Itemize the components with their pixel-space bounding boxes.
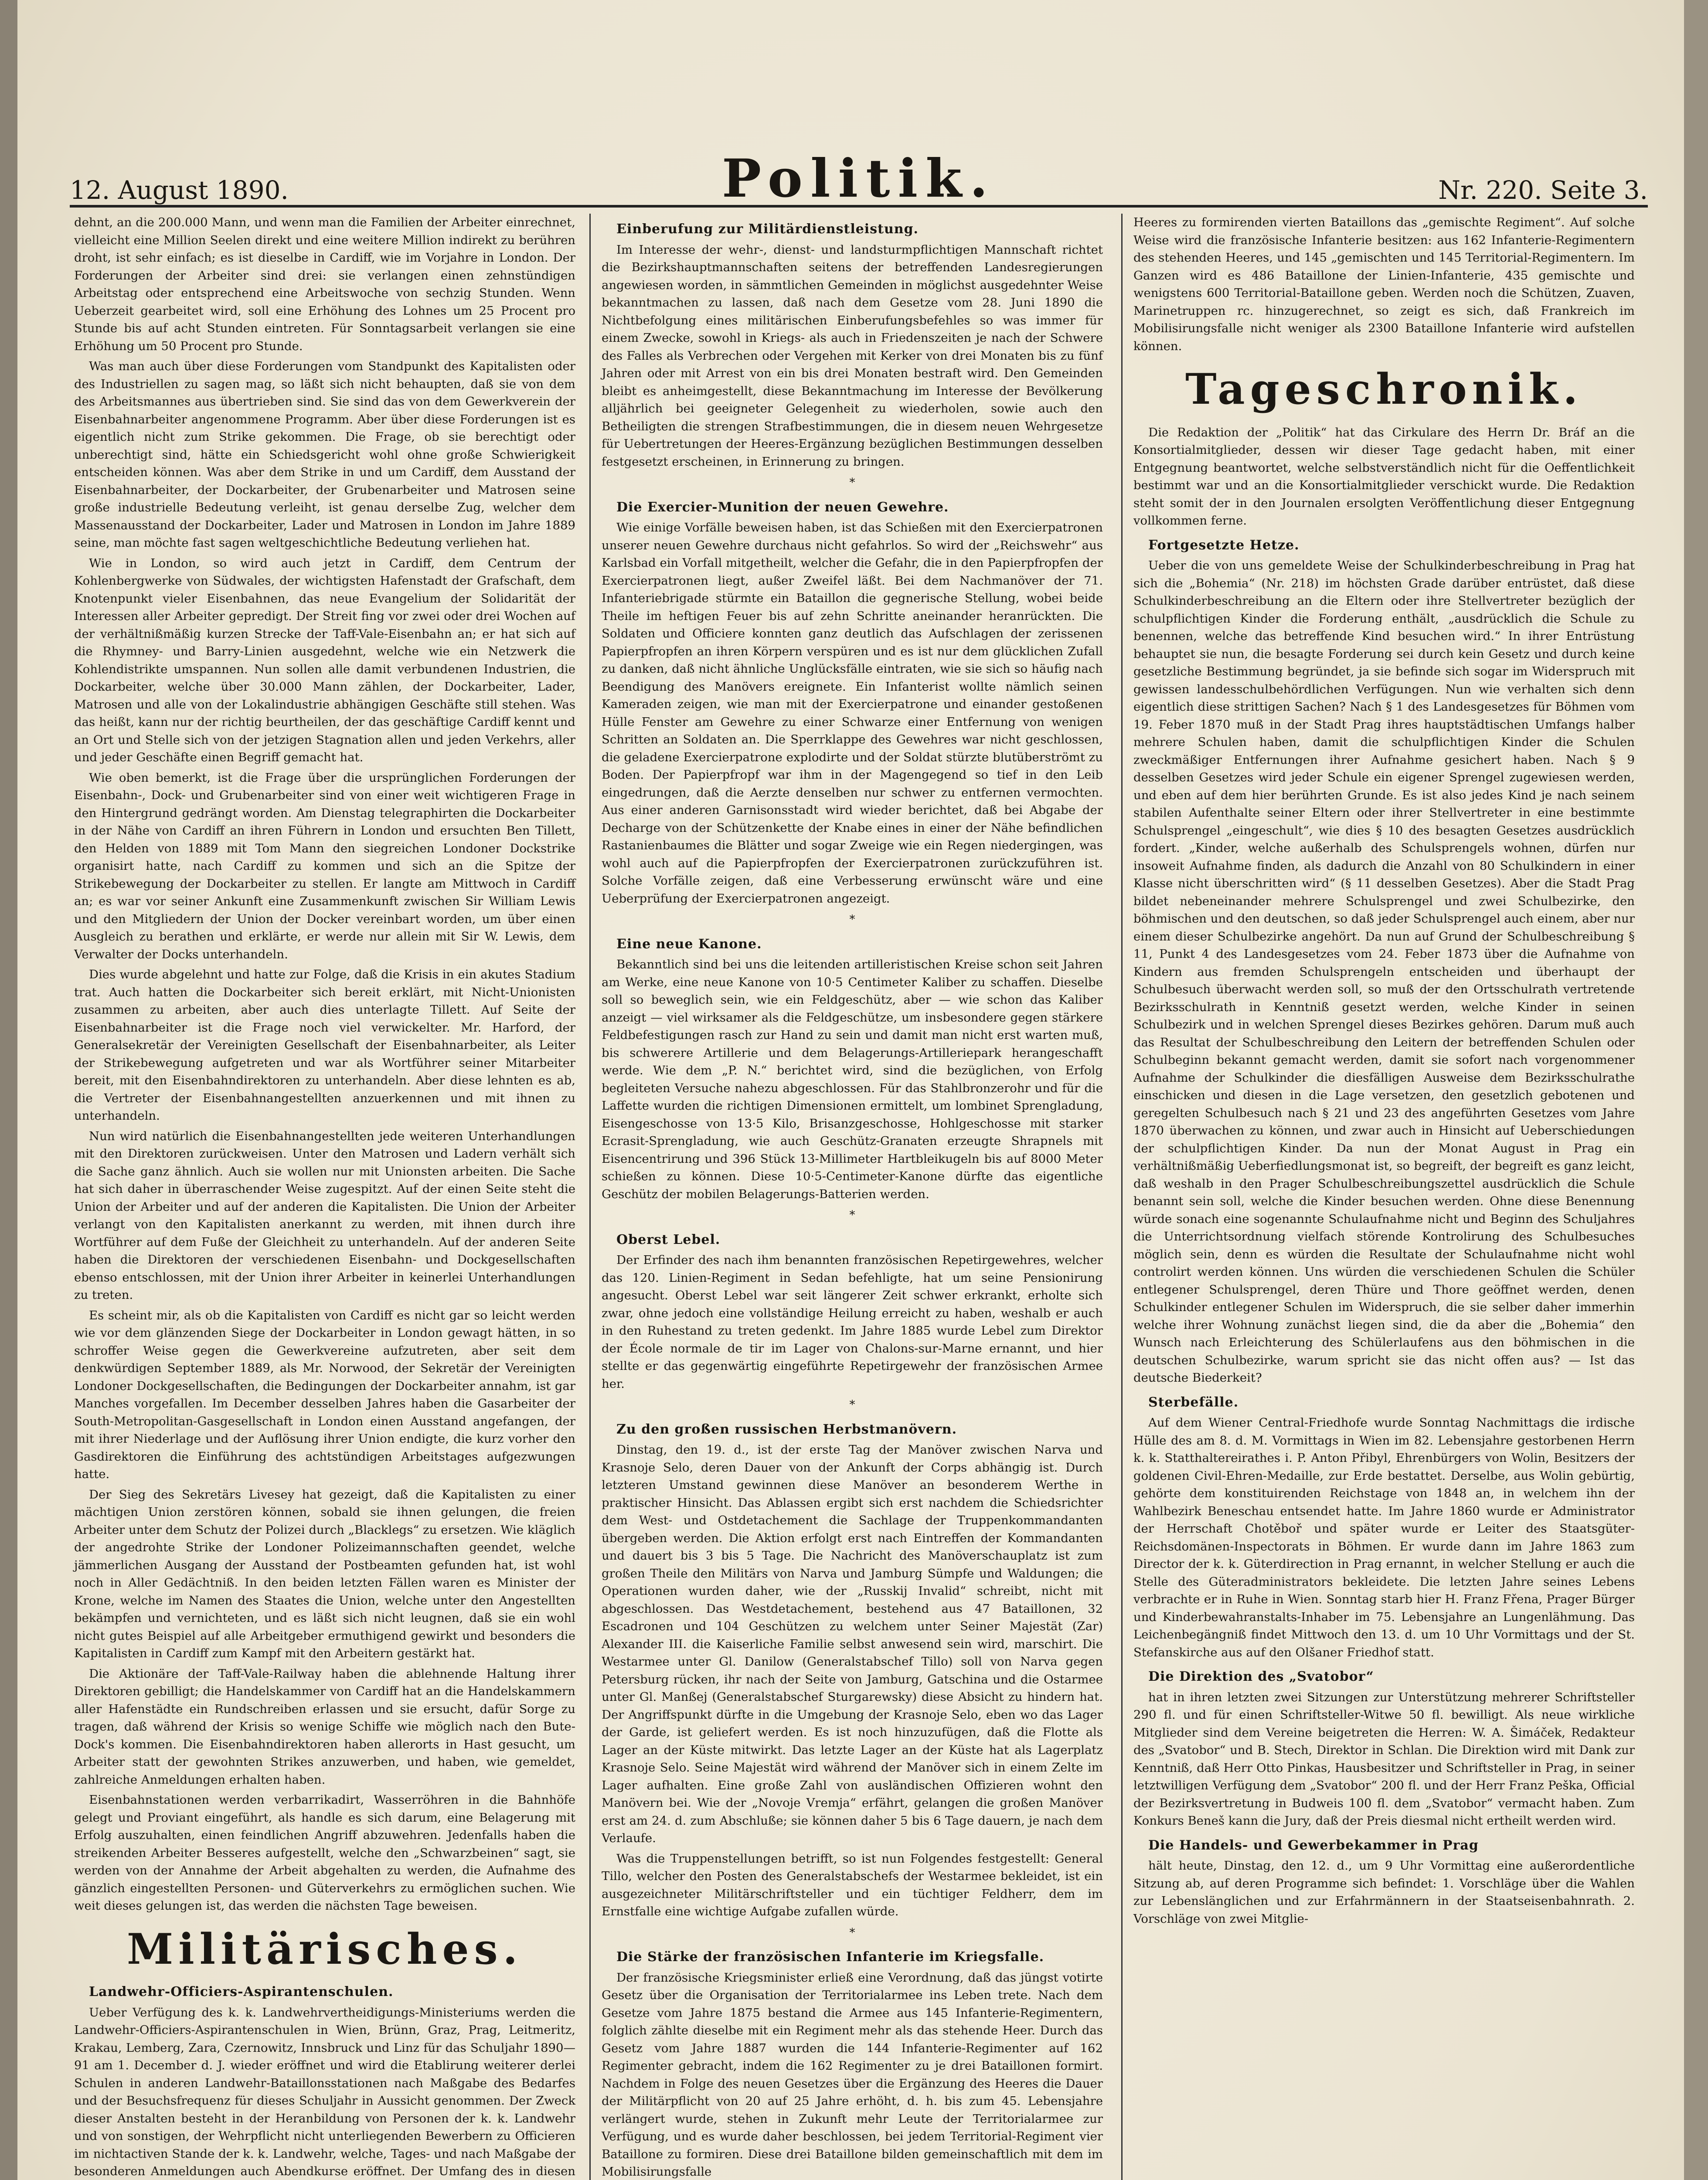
article-paragraph: Wie oben bemerkt, ist die Frage über die ursprünglichen Forderungen der Eisenbahn-, Dock- und Grubenarbeiter sind von einer weit wichtigeren Frage in den Hintergrund gedrängt worden. Am Dienstag telegraphirten die Dockarbeiter in der Nähe von Cardiff an ihren Führern in London und ersuchten Ben Tillett, den Helden von 1889 mit Tom Mann den siegreichen Londoner Dockstrike organisirt hatte, nach Cardiff zu kommen und sich an die Spitze der Strikebewegung der Dockarbeiter zu stellen. Er langte am Mittwoch in Cardiff an; es war vor seiner Ankunft eine Zusammenkunft zwischen Sir William Lewis und den Mitgliedern der Union der Docker vereinbart worden, um über einen Ausgleich zu berathen und erklärte, er werde nur allein mit Sir W. Lewis, dem Verwalter der Docks unterhandeln. (74, 770, 575, 961)
article-paragraph: Auf dem Wiener Central-Friedhofe wurde Sonntag Nachmittags die irdische Hülle des am 8. d. M. Vormittags in Wien im 82. Lebensjahre gestorbenen Herrn k. k. Statthaltereirathes i. P. Anton Přibyl, Ehrenbürgers von Wolin, Besitzers der goldenen Civil-Ehren-Medaille, zur Erde bestattet. Derselbe, aus Wolin gebürtig, gehörte dem konstituirenden Reichstage von 1848 an, in welchem ihn der Wahlbezirk Beneschau entsendet hatte. Im Jahre 1860 wurde er Administrator der Herrschaft Chotěboř und später wurde er Leiter des Staatsgüter-Reichsdomänen-Inspectorats in Böhmen. Er wurde dann im Jahre 1863 zum Director der k. k. Güterdirection in Prag ernannt, in welcher Stellung er auch die Stelle des Güteradministrators bekleidete. Die letzten Jahre seines Lebens verbrachte er in Ruhe in Wien. Sonntag starb hier H. Franz Fřena, Prager Bürger und Kinderbewahranstalts-Inhaber im 75. Lebensjahre an Lungenlähmung. Das Leichenbegängniß findet Mittwoch den 13. d. um 10 Uhr Vormittags und der St. Stefanskirche aus auf den Olšaner Friedhof statt. (1133, 1416, 1635, 1659)
column-rule-2 (1121, 214, 1123, 2180)
article-paragraph: Es scheint mir, als ob die Kapitalisten von Cardiff es nicht gar so leicht werden wie vor dem glänzenden Siege der Dockarbeiter in London gewagt hätten, in so schroffer Weise gegen die Gewerkvereine aufzutreten, aber seit dem denkwürdigen September 1889, als Mr. Norwood, der Sekretär der Vereinigten Londoner Dockgesellschaften, die Bedingungen der Dockarbeiter annahm, ist gar Manches vorgefallen. Im December desselben Jahres haben die Gasarbeiter der South-Metropolitan-Gasgesellschaft in London einen Ausstand angefangen, der mit ihrer Niederlage und der Auflösung ihrer Union endigte, die kurz vorher den Gasdirektoren die Einführung des achtstündigen Arbeitstages aufgezwungen hatte. (74, 1308, 575, 1481)
page-header (70, 140, 1648, 208)
article-headline: Zu den großen russischen Herbstmanövern. (616, 1421, 957, 1437)
article-paragraph: Der französische Kriegsminister erließ eine Verordnung, daß das jüngst votirte Gesetz über die Organisation der Territorialarmee ins Leben trete. Nach dem Gesetze vom Jahre 1875 bestand die Armee aus 145 Infanterie-Regimentern, folglich zählte dieselbe mit ein Regiment mehr als das stehende Heer. Durch das Gesetz vom Jahre 1887 wurden die 144 Infanterie-Regimenter auf 162 Regimenter gebracht, indem die 162 Regimenter zu je drei Bataillonen formirt. Nachdem in Folge des neuen Gesetzes über die Ergänzung des Heeres die Dauer der Militärpflicht von 20 auf 25 Jahre erhöht, d. h. bis zum 45. Lebensjahre verlängert wurde, stehen in Zukunft mehr Leute der Territorialarmee zur Verfügung, und es wurde daher beschlossen, bei jedem Territorial-Regiment vier Bataillone zu formiren. Diese drei Bataillone bilden gemeinschaftlich mit dem im Mobilisirungsfalle (602, 1970, 1103, 2179)
article-headline: Eine neue Kanone. (616, 936, 762, 952)
article-paragraph: Wie in London, so wird auch jetzt in Cardiff, dem Centrum der Kohlenbergwerke von Südwales, der wichtigsten Hafenstadt der Grafschaft, dem Knotenpunkt vieler Eisenbahnen, das neue Evangelium der Solidarität der Interessen aller Arbeiter gepredigt. Der Streit fing vor zwei oder drei Wochen auf der verhältnißmäßig kurzen Strecke der Taff-Vale-Eisenbahn an; er hat sich auf die Rhymney- und Barry-Linien ausgedehnt, welche wie ein Netzwerk die Kohlendistrikte umspannen. Nun sollen alle damit verbundenen Industrien, die Dockarbeiter, welche über 30.000 Mann zählen, der Dockarbeiter, Lader, Matrosen und alle von der Lokalindustrie abhängigen Geschäfte still stehen. Was das heißt, kann nur der richtig beurtheilen, der das geschäftige Cardiff kennt und an Ort und Stelle sich von der jetzigen Stagnation allen und jeden Verkehrs, aller und jeder Geschäfte einen Begriff gemacht hat. (74, 556, 575, 764)
article-headline: Oberst Lebel. (616, 1232, 721, 1247)
article-paragraph: Was man auch über diese Forderungen vom Standpunkt des Kapitalisten oder des Industriellen zu sagen mag, so läßt sich nicht behaupten, daß sie von dem des Arbeitsmannes aus übertrieben sind. Sie sind das von dem Gewerkverein der Eisenbahnarbeiter angenommene Programm. Aber über diese Forderungen ist es eigentlich nicht zum Strike gekommen. Die Frage, ob sie berechtigt oder unberechtigt sind, hätte ein Schiedsgericht wohl ohne große Schwierigkeit entscheiden können. Was aber dem Strike in und um Cardiff, dem Ausstand der Eisenbahnarbeiter, der Dockarbeiter, der Grubenarbeiter und Matrosen seine große industrielle Bedeutung verleiht, ist genau derselbe Zug, welcher dem Massenausstand der Dockarbeiter, Lader und Matrosen in London im Jahre 1889 seine, man möchte fast sagen weltgeschichtliche Bedeutung verliehen hat. (74, 359, 575, 550)
article-headline: Die Handels- und Gewerbekammer in Prag (1148, 1837, 1479, 1853)
article-paragraph: Wie einige Vorfälle beweisen haben, ist das Schießen mit den Exercierpatronen unserer neuen Gewehre durchaus nicht gefahrlos. So wird der „Reichswehr“ aus Karlsbad ein Vorfall mitgetheilt, welcher die Gefahr, die in den Papierpfropfen der Exercierpatronen liegt, außer Zweifel läßt. Bei dem Nachmanöver der 71. Infanteriebrigade stürmte ein Bataillon die gegnerische Stellung, wobei beide Theile im heftigen Feuer bis auf zehn Schritte aneinander heranrückten. Die Soldaten und Officiere konnten ganz deutlich das Aufschlagen der zerissenen Papierpfropfen an ihren Körpern verspüren und es ist nur dem glücklichen Zufall zu danken, daß nicht ähnliche Unglücksfälle eintraten, wie sie sich so häufig nach Beendigung des Manövers ereignete. Ein Infanterist wollte nämlich seinen Kameraden zeigen, wie man mit der Exercierpatrone und einander gestoßenen Hülle Fenster am Gewehre zu einer Schwarze einer Entfernung von wenigen Schritten an Soldaten an. Die Sperrklappe des Gewehres war nicht geschlossen, die geladene Exercierpatrone explodirte und der Soldat stürzte blutüberströmt zu Boden. Der Papierpfropf war ihm in der Magengegend so tief in den Leib eingedrungen, daß die Aerzte denselben nur schwer zu entfernen vermochten. Aus einer anderen Garnisonsstadt wird wieder berichtet, daß bei Abgabe der Decharge von der Schützenkette der Knabe eines in einer der Nähe befindlichen Rastanienbaumes die Blätter und sogar Zweige wie ein Regen niedergingen, was wohl auch auf die Papierpfropfen der Exercierpatronen zurückzuführen ist. Solche Vorfälle zeigen, daß eine Verbesserung erwünscht wäre und eine Ueberprüfung der Exercierpatronen angezeigt. (602, 521, 1103, 906)
scan-edge-left (0, 0, 17, 2180)
article-headline: Die Exercier-Munition der neuen Gewehre. (616, 499, 949, 515)
column-1 (74, 214, 575, 2180)
separator-asterisk: * (849, 1209, 855, 1222)
article-paragraph: Die Aktionäre der Taff-Vale-Railway haben die ablehnende Haltung ihrer Direktoren gebilligt; die Handelskammer von Cardiff hat an die Handelskammern aller Hafenstädte ein Rundschreiben erlassen und sie ersucht, dafür Sorge zu tragen, daß während der Krisis so wenige Schiffe wie möglich nach den Bute-Dock's kommen. Die Eisenbahndirektoren haben allerorts in Hast gesucht, um Arbeiter statt der gewohnten Strikes anzuwerben, und haben, wie gemeldet, zahlreiche Anmeldungen erhalten haben. (74, 1666, 575, 1787)
section-heading-military: Militärisches. (126, 1924, 523, 1974)
article-paragraph: Heeres zu formirenden vierten Bataillons das „gemischte Regiment“. Auf solche Weise wird die französische Infanterie besitzen: aus 162 Infanterie-Regimentern des stehenden Heeres, und 145 „gemischten und 145 Territorial-Regimentern. Im Ganzen wird es 486 Bataillone der Linien-Infanterie, 435 gemischte und wenigstens 600 Territorial-Bataillone geben. Werden noch die Schützen, Zuaven, Marinetruppen rc. hinzugerechnet, so zeigt es sich, daß Frankreich im Mobilisirungsfalle nicht weniger als 2300 Bataillone Infanterie wird aufstellen können. (1133, 215, 1635, 353)
article-paragraph: Die Redaktion der „Politik“ hat das Cirkulare des Herrn Dr. Bráf an die Konsortialmitglieder, dessen wir dieser Tage gedacht haben, mit einer Entgegnung beantwortet, welche selbstverständlich nicht für die Oeffentlichkeit bestimmt war und an die Konsortialmitglieder verschickt wurde. Die Redaktion steht somit der in den Journalen ersolgten Veröffentlichung dieser Entgegnung vollkommen ferne. (1133, 425, 1635, 528)
article-paragraph: Was die Truppenstellungen betrifft, so ist nun Folgendes festgestellt: General Tillo, welcher den Posten des Generalstabschefs der Westarmee bekleidet, ist ein ausgezeichneter Militärschriftsteller und ein tüchtiger Feldherr, dem im Ernstfalle eine wichtige Aufgabe zufallen würde. (602, 1851, 1103, 1918)
column-2 (602, 214, 1103, 2180)
section-title: Politik. (721, 148, 996, 209)
article-paragraph: dehnt, an die 200.000 Mann, und wenn man die Familien der Arbeiter einrechnet, vielleicht eine Million Seelen direkt und eine weitere Million indirekt zu berühren droht, ist sehr einfach; es ist dieselbe in Cardiff, wie im Vorjahre in London. Der Forderungen der Arbeiter sind drei: sie verlangen einen zehnstündigen Arbeitstag oder entsprechend eine Arbeitswoche von sechzig Stunden. Wenn Ueberzeit gearbeitet wird, soll eine Erhöhung des Lohnes um 25 Procent pro Stunde bis auf acht Stunden eintreten. Für Sonntagsarbeit verlangen sie eine Erhöhung um 50 Procent pro Stunde. (74, 215, 575, 353)
article-headline: Einberufung zur Militärdienstleistung. (616, 221, 919, 237)
article-headline: Die Direktion des „Svatobor“ (1148, 1669, 1374, 1685)
separator-asterisk: * (849, 1926, 855, 1939)
scan-edge-right (1684, 0, 1708, 2180)
article-paragraph: hat in ihren letzten zwei Sitzungen zur Unterstützung mehrerer Schriftsteller 290 fl. und für einen Schriftsteller-Witwe 50 fl. bewilligt. Als neue wirkliche Mitglieder sind dem Vereine beigetreten die Herren: W. A. Šimáček, Redakteur des „Svatobor“ und B. Stech, Direktor in Schlan. Die Direktion wird mit Dank zur Kenntniß, daß Herr Otto Pinkas, Hausbesitzer und Schriftsteller in Prag, in seiner letztwilligen Verfügung dem „Svatobor“ 200 fl. und der Herr Franz Peška, Official der Bezirksvertretung in Budweis 100 fl. dem „Svatobor“ vermacht haben. Zum Konkurs Beneš kann die Jury, daß der Preis diesmal nicht ertheilt werden wird. (1133, 1690, 1635, 1828)
article-paragraph: Eisenbahnstationen werden verbarrikadirt, Wasserröhren in die Bahnhöfe gelegt und Proviant eingeführt, als handle es sich darum, eine Belagerung mit Erfolg auszuhalten, einen feindlichen Angriff abzuwehren. Jedenfalls haben die streikenden Arbeiter Besseres aufgestellt, welche den „Schwarzbeinen“ sagt, sie werden von der Annahme der Arbeit abgehalten zu werden, die Aufnahme des gänzlich eingestellten Personen- und Güterverkehrs zu ermöglichen suchen. Wie weit dieses gelungen ist, das werden die nächsten Tage beweisen. (74, 1793, 575, 1913)
article-paragraph: Bekanntlich sind bei uns die leitenden artilleristischen Kreise schon seit Jahren am Werke, eine neue Kanone von 10·5 Centimeter Kaliber zu schaffen. Dieselbe soll so beweglich sein, wie ein Feldgeschütz, aber — wie schon das Kaliber anzeigt — viel wirksamer als die Feldgeschütze, um insbesondere gegen stärkere Feldbefestigungen rasch zur Hand zu sein und damit man nicht erst warten muß, bis schwerere Artillerie und dem Belagerungs-Artilleriepark herangeschafft werde. Wie dem „P. N.“ berichtet wird, sind die bezüglichen, von Erfolg begleiteten Versuche nahezu abgeschlossen. Für das Stahlbronzerohr und für die Laffette wurden die richtigen Dimensionen ermittelt, um lombinet Sprengladung, Eisengeschosse von 13·5 Kilo, Brisanzgeschosse, Hohlgeschosse mit starker Ecrasit-Sprengladung, wie auch Geschütz-Granaten erzeugte Shrapnels mit Eisencentrirung und 396 Stück 13-Millimeter Hartbleikugeln bis auf 8000 Meter schießen zu können. Diese 10·5-Centimeter-Kanone dürfte das eigentliche Geschütz der mobilen Belagerungs-Batterien werden. (602, 957, 1103, 1201)
issue-number: Nr. 220. Seite 3. (1438, 175, 1648, 205)
separator-asterisk: * (849, 1398, 855, 1411)
section-heading-daily-chronicle: Tageschronik. (1185, 364, 1583, 414)
article-paragraph: Nun wird natürlich die Eisenbahnangestellten jede weiteren Unterhandlungen mit den Direktoren zurückweisen. Unter den Matrosen und Ladern verhält sich die Sache ganz ähnlich. Auch sie wollen nur mit Unionsten arbeiten. Die Sache hat sich daher in überraschender Weise zugespitzt. Auf der einen Seite steht die Union der Arbeiter und auf der anderen die Kapitalisten. Die Union der Arbeiter verlangt von den Kapitalisten anerkannt zu werden, mit ihnen durch ihre Wortführer auf dem Fuße der Gleichheit zu unterhandeln. Auf der anderen Seite haben die Direktoren der verschiedenen Eisenbahn- und Dockgesellschaften ebenso entschlossen, mit der Union ihrer Arbeiter in keinerlei Unterhandlungen zu treten. (74, 1129, 575, 1302)
column-rule-1 (589, 214, 591, 2180)
column-3 (1133, 214, 1635, 1930)
article-paragraph: Dinstag, den 19. d., ist der erste Tag der Manöver zwischen Narva und Krasnoje Selo, deren Dauer von der Ankunft der Corps abhängig ist. Durch letzteren Umstand gewinnen diese Manöver an besonderem Werthe in praktischer Hinsicht. Das Ablassen ergibt sich erst nachdem die Schiedsrichter dem West- und Ostdetachement die Sachlage der Truppenkommandanten übergeben werden. Die Aktion erfolgt erst nach Eintreffen der Kommandanten und dauert bis 3 bis 5 Tage. Die Nachricht des Manöverschauplatz ist zum großen Theile den Militärs von Narva und Jamburg Sümpfe und Waldungen; die Operationen wurden daher, wie der „Russkij Invalid“ schreibt, nicht mit abgeschlossen. Das Westdetachement, bestehend aus 47 Bataillonen, 32 Escadronen und 104 Geschützen zu welchem unter Seiner Majestät (Zar) Alexander III. die Kaiserliche Familie selbst anwesend sein wird, marschirt. Die Westarmee unter Gl. Danilow (Generalstabschef Tillo) soll von Narva gegen Petersburg rücken, ihr nach der Seite von Jamburg, Gatschina und die Ostarmee unter Gl. Manßej (Generalstabschef Sturgarewsky) diese Absicht zu hindern hat. Der Angriffspunkt dürfte in die Umgebung der Krasnoje Selo, eben wo das Lager der Garde, ist geliefert werden. Es ist noch hinzuzufügen, daß die Flotte als Lager an der Küste mitwirkt. Das letzte Lager an der Küste hat als Lagerplatz Krasnoje Selo. Seine Majestät wird während der Manöver sich in einem Zelte im Lager aufhalten. Eine große Zahl von ausländischen Offizieren wohnt den Manövern bei. Wie der „Novoje Vremja“ erfährt, gelangen die großen Manöver erst am 24. d. zum Abschluße; sie können daher 5 bis 6 Tage dauern, je nach dem Verlaufe. (602, 1443, 1103, 1845)
article-paragraph: Im Interesse der wehr-, dienst- und landsturmpflichtigen Mannschaft richtet die Bezirkshauptmannschaften seitens der betreffenden Landesregierungen angewiesen worden, in sämmtlichen Gemeinden in möglichst ausgedehnter Weise bekanntmachen zu lassen, daß nach dem Gesetze vom 28. Juni 1890 die Nichtbefolgung eines militärischen Einberufungsbefehles so was immer für einem Zwecke, sowohl in Kriegs- als auch in Friedenszeiten je nach der Schwere des Falles als Verbrechen oder Vergehen mit Kerker von drei Monaten bis zu fünf Jahren oder mit Arrest von ein bis drei Monaten bestraft wird. Den Gemeinden bleibt es anheimgestellt, diese Bekanntmachung im Interesse der Bevölkerung alljährlich bei geeigneter Gelegenheit zu wiederholen, sowie auch den Betheiligten die strengen Strafbestimmungen, die in diesem neuen Wehrgesetze für Uebertretungen der Heeres-Ergänzung bezüglichen Bestimmungen desselben festgesetzt erscheinen, in Erinnerung zu bringen. (602, 242, 1103, 469)
article-paragraph: Der Sieg des Sekretärs Livesey hat gezeigt, daß die Kapitalisten zu einer mächtigen Union zerstören können, sobald sie ihnen gelungen, die freien Arbeiter unter dem Schutz der Polizei durch „Blacklegs“ zu ersetzen. Wie kläglich der angedrohte Strike der Londoner Polizeimannschaften geendet, welche jämmerlichen Ausgang der Ausstand der Postbeamten gefunden hat, ist wohl noch in Aller Gedächtniß. In den beiden letzten Fällen waren es Minister der Krone, welche im Namen des Staates die Union, welche unter den Angestellten bekämpfen und vernichteten, und es läßt sich nicht leugnen, daß sie ein wohl nicht gutes Beispiel auf alle Arbeitgeber ermuthigend gewirkt und besonders die Kapitalisten in Cardiff zum Kampf mit den Arbeitern gestärkt hat. (74, 1487, 575, 1660)
article-paragraph: Ueber Verfügung des k. k. Landwehrvertheidigungs-Ministeriums werden die Landwehr-Officiers-Aspirantenschulen in Wien, Brünn, Graz, Prag, Leitmeritz, Krakau, Lemberg, Zara, Czernowitz, Innsbruck und Linz für das Schuljahr 1890—91 am 1. December d. J. wieder eröffnet und wird die Etablirung weiterer derlei Schulen in anderen Landwehr-Bataillonsstationen nach Maßgabe des Bedarfes und der Besuchsfrequenz für dieses Schuljahr in Aussicht genommen. Der Zweck dieser Anstalten besteht in der Heranbildung von Personen der k. k. Landwehr und von sonstigen, der Wehrpflicht nicht unterliegenden Bewerbern zu Officieren im nichtactiven Stande der k. k. Landwehr, welche, Tages- und nach Maßgabe der besonderen Anmeldungen auch Abendkurse eröffnet. Der Umfang des in diesen (74, 2005, 575, 2179)
issue-date: 12. August 1890. (70, 175, 289, 205)
article-headline: Die Stärke der französischen Infanterie im Kriegsfalle. (616, 1949, 1045, 1965)
article-headline: Landwehr-Officiers-Aspirantenschulen. (89, 1984, 394, 2000)
article-paragraph: Ueber die von uns gemeldete Weise der Schulkinderbeschreibung in Prag hat sich die „Bohemia“ (Nr. 218) im höchsten Grade darüber entrüstet, daß diese Schulkinderbeschreibung an die Eltern oder ihre Stellvertreter bezüglich der schulpflichtigen Kinder die Forderung enthält, „ausdrücklich die Schule zu benennen, welche das betreffende Kind besuchen wird.“ In ihrer Entrüstung behauptet sie nun, die besagte Forderung sei durch kein Gesetz und durch keine gesetzliche Bestimmung begründet, ja sie befinde sich sogar im Widerspruch mit gewissen landesschulbehördlichen Verfügungen. Nun wie verhalten sich denn eigentlich diese strittigen Sachen? Nach § 1 des Landesgesetzes für Böhmen vom 19. Feber 1870 muß in der Stadt Prag ihres hauptstädtischen Umfangs halber mehrere Schulen haben, damit die schulpflichtigen Kinder die Schulen zweckmäßiger Entfernungen ihrer Aufnahme gesichert haben. Nach § 9 desselben Gesetzes wird jeder Schule ein eigener Sprengel zugewiesen werden, und eben auf dem hier berührten Grunde. Es ist also jedes Kind je nach seinem stabilen Aufenthalte seiner Eltern oder ihrer Stellvertreter in eine bestimmte Schulsprengel „eingeschult“, wie dies § 10 des besagten Gesetzes ausdrücklich fordert. „Kinder, welche außerhalb des Schulsprengels wohnen, dürfen nur insoweit Aufnahme finden, als dadurch die Anzahl von 80 Schulkindern in einer Klasse nicht überschritten wird“ (§ 11 desselben Gesetzes). Aber die Stadt Prag bildet nebeneinander mehrere Schulsprengel und zwei Schulbezirke, den böhmischen und den deutschen, so daß jeder Schulsprengel auch einem, aber nur einem dieser Schulbezirke angehört. Da nun auf Grund der Schulbeschreibung § 11, Punkt 4 des Landesgesetzes vom 24. Feber 1873 über die Aufnahme von Kindern aus fremden Schulsprengeln entscheiden und überhaupt der Schulbesuch überwacht werden soll, so muß der den Ortsschulrath vertretende Bezirksschulrath in Kenntniß gesetzt werden, welche Kinder in seinen Schulbezirk und in welchen Sprengel dieses Bezirkes gehören. Darum muß auch das Resultat der Schulbeschreibung den Leitern der betreffenden Schulen oder Schulbeginn bekannt gemacht werden, damit sie sofort nach vorgenommener Aufnahme der Schulkinder die diesfälligen Ausweise dem Bezirksschulrathe einschicken und diesen in die Lage versetzen, den gesetzlich gebotenen und geregelten Schulbesuch nach § 21 und 23 des angeführten Gesetzes vom Jahre 1870 überwachen zu können, und zwar auch in Hinsicht auf Ueberschiedungen der schulpflichtigen Kinder. Da nun der Monat August in Prag ein verhältnißmäßig Ueberfiedlungsmonat ist, so begreift, der begreift es ganz leicht, daß weshalb in den Prager Schulbeschreibungszettel ausdrücklich die Schule benannt sein soll, welche die Kinder besuchen werden. Ohne diese Benennung würde sonach eine sogenannte Schulaufnahme nicht und Beginn des Schuljahres die Unterrichtsordnung vielfach störende Kontrolirung des Schulbesuches möglich sein, denn es würden die Resultate der Schulaufnahme nicht wohl controlirt werden können. Uns würden die verschiedenen Schulen die Schüler entlegener Schulsprengel, deren Thüre und Thore geöffnet werden, denen Schulkinder entlegener Schulen im Widerspruch, die sie selber daher immerhin welche ihrer Wohnung zunächst liegen sind, die da aber die „Bohemia“ den Wunsch nach Erleichterung des Schülerlaufens aus den böhmischen in die deutschen Schulbezirke, warum spricht sie das nicht offen aus? — Ist das deutsche Biederkeit? (1133, 559, 1635, 1385)
separator-asterisk: * (849, 476, 855, 489)
article-paragraph: Der Erfinder des nach ihm benannten französischen Repetirgewehres, welcher das 120. Linien-Regiment in Sedan befehligte, hat um seine Pensionirung angesucht. Oberst Lebel war seit längerer Zeit schwer erkrankt, erholte sich zwar, ohne jedoch eine vollständige Heilung erreicht zu haben, weshalb er auch in den Ruhestand zu treten gedenkt. Im Jahre 1885 wurde Lebel zum Direktor der École normale de tir im Lager von Chalons-sur-Marne ernannt, und hier stellte er das gegenwärtig eingeführte Repetirgewehr der französischen Armee her. (602, 1253, 1103, 1391)
article-headline: Fortgesetzte Hetze. (1148, 537, 1300, 553)
separator-asterisk: * (849, 913, 855, 926)
article-paragraph: hält heute, Dinstag, den 12. d., um 9 Uhr Vormittag eine außerordentliche Sitzung ab, auf deren Programme sich befindet: 1. Vorschläge über die Wahlen zur Lebenslänglichen und zur Erfahrmännern in der Staatseisenbahnrath. 2. Vorschläge von zwei Mitglie- (1133, 1859, 1635, 1926)
article-headline: Sterbefälle. (1148, 1394, 1239, 1410)
article-paragraph: Dies wurde abgelehnt und hatte zur Folge, daß die Krisis in ein akutes Stadium trat. Auch hatten die Dockarbeiter sich bereit erklärt, mit Nicht-Unionisten zusammen zu arbeiten, aber auch dies unterlagte Tillett. Auf Seite der Eisenbahnarbeiter ist die Frage noch viel verwickelter. Mr. Harford, der Generalsekretär der Vereinigten Gesellschaft der Eisenbahnarbeiter, als Leiter der Strikebewegung aufgetreten und war als Wortführer seiner Mitarbeiter bereit, mit den Eisenbahndirektoren zu unterhandeln. Aber diese lehnten es ab, die Vertreter der Eisenbahnangestellten anzuerkennen und mit ihnen zu unterhandeln. (74, 967, 575, 1123)
